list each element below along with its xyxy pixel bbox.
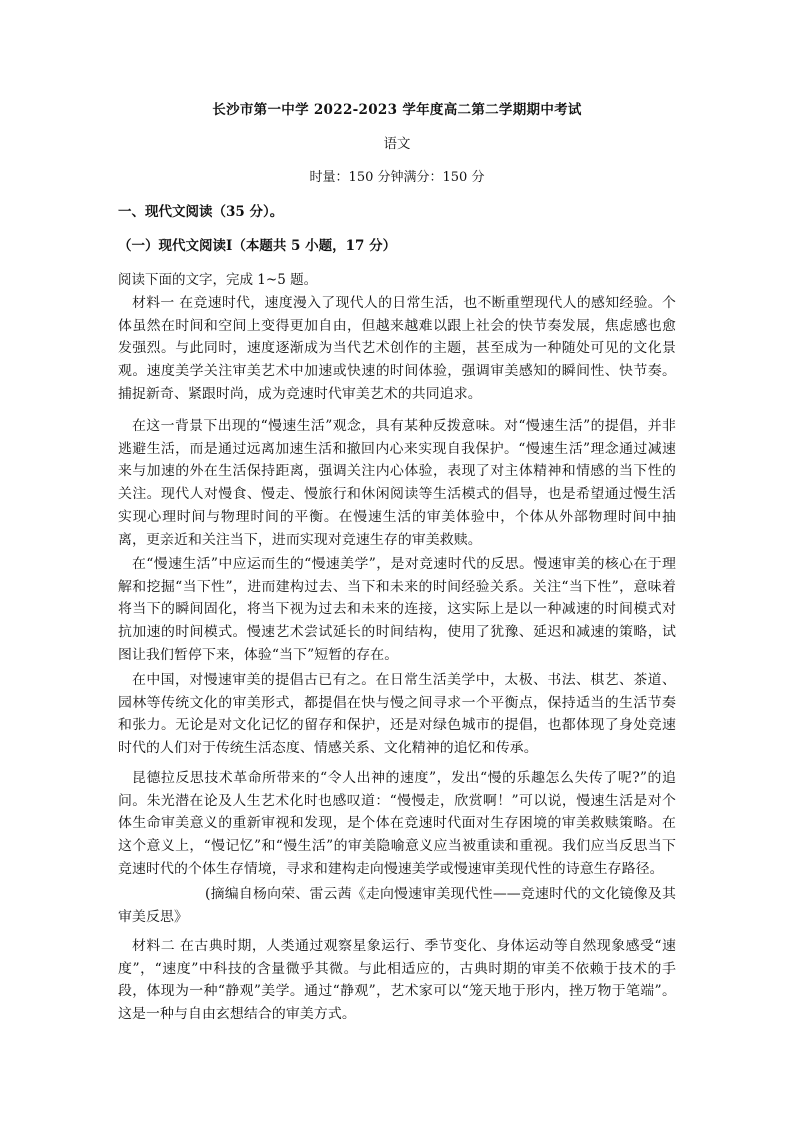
subsection-heading: （一）现代文阅读Ⅰ（本题共 5 小题，17 分） (118, 238, 397, 254)
exam-title: 长沙市第一中学 2022-2023 学年度高二第二学期期中考试 (212, 102, 582, 118)
time-score-line: 时量：150 分钟满分：150 分 (309, 170, 485, 185)
paragraph-material-1: 材料一 在竞速时代，速度漫入了现代人的日常生活，也不断重塑现代人的感知经验。个体虽然在时间和空间上变得更加自由，但越来越难以跟上社会的快节奏发展，焦虑感也愈发强烈。与此同时，速度逐渐成为当代艺术创作的主题，甚至成为一种随处可见的文化景观。速度美学关注审美艺术中加速或快速的时间体验，强调审美感知的瞬间性、快节奏。捕捉新奇、紧跟时尚，成为竞速时代审美艺术的共同追求。 (118, 295, 676, 402)
subject-label: 语文 (383, 136, 411, 152)
paragraph-kundera: 昆德拉反思技术革命所带来的“令人出神的速度”，发出“慢的乐趣怎么失传了呢?”的追问。朱光潜在论及人生艺术化时也感叹道：“慢慢走，欣赏啊！”可以说，慢速生活是对个体生命审美意义的重新审视和发现，是个体在竞速时代面对生存困境的审美救赎策略。在这个意义上，“慢记忆”和“慢生活”的审美隐喻意义应当被重读和重视。我们应当反思当下竞速时代的个体生存情境，寻求和建构走向慢速美学或慢速审美现代性的诗意生存路径。 (118, 770, 676, 877)
section-heading: 一、现代文阅读（35 分）。 (118, 204, 284, 220)
source-citation: (摘编自杨向荣、雷云茜《走向慢速审美现代性——竞速时代的文化镜像及其审美反思》 (118, 886, 676, 925)
paragraph-slow-aesthetics: 在“慢速生活”中应运而生的“慢速美学”，是对竞速时代的反思。慢速审美的核心在于理解和挖掘“当下性”，进而建构过去、当下和未来的时间经验关系。关注“当下性”，意味着将当下的瞬间固化，将当下视为过去和未来的连接，这实际上是以一种减速的时间模式对抗加速的时间模式。慢速艺术尝试延长的时间结构，使用了犹豫、延迟和减速的策略，试图让我们暂停下来，体验“当下”短暂的存在。 (118, 556, 676, 663)
paragraph-china-tradition: 在中国，对慢速审美的提倡古已有之。在日常生活美学中，太极、书法、棋艺、茶道、园林等传统文化的审美形式，都提倡在快与慢之间寻求一个平衡点，保持适当的生活节奏和张力。无论是对文化记忆的留存和保护，还是对绿色城市的提倡，也都体现了身处竞速时代的人们对于传统生活态度、情感关系、文化精神的追忆和传承。 (118, 672, 676, 757)
reading-instruction: 阅读下面的文字，完成 1~5 题。 (118, 272, 318, 288)
paragraph-material-2: 材料二 在古典时期，人类通过观察星象运行、季节变化、身体运动等自然现象感受“速度”，“速度”中科技的含量微乎其微。与此相适应的，古典时期的审美不依赖于技术的手段，体现为一种“静观”美学。通过“静观”，艺术家可以“笼天地于形内，挫万物于笔端”。这是一种与自由玄想结合的审美方式。 (118, 938, 676, 1023)
paragraph-slow-life: 在这一背景下出现的“慢速生活”观念，具有某种反拨意味。对“慢速生活”的提倡，并非逃避生活，而是通过远离加速生活和撤回内心来实现自我保护。“慢速生活”理念通过减速来与加速的外在生活保持距离，强调关注内心体验，表现了对主体精神和情感的当下性的关注。现代人对慢食、慢走、慢旅行和休闲阅读等生活模式的倡导，也是希望通过慢生活实现心理时间与物理时间的平衡。在慢速生活的审美体验中，个体从外部物理时间中抽离，更亲近和关注当下，进而实现对竞速生存的审美救赎。 (118, 418, 676, 548)
